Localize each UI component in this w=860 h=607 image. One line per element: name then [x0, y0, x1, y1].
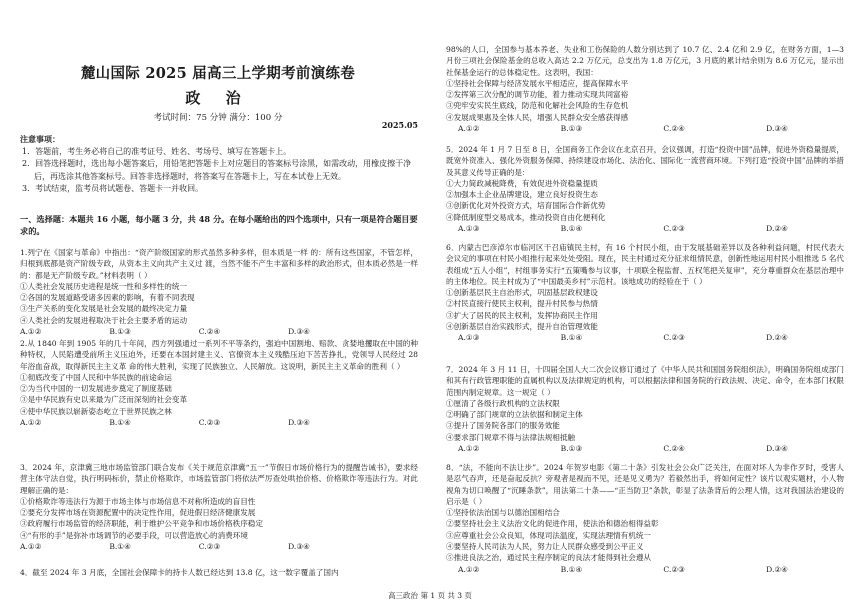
answer-choices: [446, 332, 788, 343]
answer-choice: C.②③: [663, 224, 685, 234]
question-stem: 5．2024 年 1 月 7 日至 8 日，全国商务工作会议在北京召开，会议强调，打造“投资中国”品牌，促进外资稳量提质，既宽外资准入、强化外资服务保障、持续建设市场化、法治化、国际化一流营商环境。下列打造“投资中国”品牌的举措及其意义传导正确的是：: [446, 145, 844, 177]
answer-choice: D.②④: [766, 333, 788, 343]
exam-subject: 政 治: [185, 89, 251, 107]
question-option: ②发挥第三次分配的调节功能，着力推动实现共同富裕: [446, 90, 629, 100]
answer-choice: A.①③: [458, 333, 480, 343]
question-stem: 3．2024 年，京津冀三地市场监管部门联合发布《关于规范京津冀“五一”节假日市场价格行为的提醒告诫书》，要求经营主体守法自觉，执行明码标价，禁止价格欺诈，市场监管部门将依法严厉查处哄抬价格、价格欺诈等违法行为。对此理解正确的是：: [20, 463, 418, 495]
answer-choice: D.②④: [766, 564, 788, 574]
question-option: ⑤推进良法之治，通过民主程序制定的良法才能得到社会遵从: [446, 553, 652, 563]
answer-choice: C.②④: [663, 124, 685, 134]
answer-choice: B.①③: [560, 124, 583, 134]
question-option: ②要充分发挥市场在资源配置中的决定性作用，促进假日经济健康发展: [20, 508, 256, 518]
answer-choices: [446, 443, 788, 454]
answer-choice: A.①②: [20, 418, 42, 428]
question-option: ④降低制度型交易成本，推动投资自由化便利化: [446, 212, 606, 222]
exam-date: 2025.05: [381, 120, 418, 130]
note-item: 3．考试结束，监考员将试题卷、答题卡一并收回。: [22, 184, 204, 193]
question-option: ②为当代中国的一切发展进步奠定了制度基础: [20, 384, 172, 394]
question-7: [446, 364, 844, 454]
question-5: [446, 144, 844, 234]
note-item: 2．回答选择题时，选出每小题答案后，用铅笔把答题卡上对应题目的答案标号涂黑，如需改动，用橡皮擦干净后，再选涂其他答案标号。回答非选择题时，将答案写在答题卡上，写在本试卷上无效。: [22, 159, 412, 181]
answer-choice: A.①②: [20, 542, 42, 552]
answer-choice: B.①④: [560, 224, 583, 234]
question-2: [20, 338, 418, 428]
question-stem: 8．“法，不能向不法让步”。2024 年贺岁电影《第二十条》引发社会公众广泛关注，在面对坏人为非作歹时，受害人是忍气吞声，还是奋起反抗？旁观者是视而不见，还是见义勇为？若毅然出手，将如何定性？该片以观实题材，小人物视角为切口唤醒了“沉睡条款”，用法第二十条——“正当防卫”条款，彰显了法条背后的公理人情，这对我国法治建设的启示是（ ）: [446, 463, 844, 506]
question-stem: 1.列宁在《国家与革命》中指出：“资产阶级国家的形式虽然多种多样，但本质是一样 的：所有这些国家，不管怎样，归根到底都是资产阶级专政，从资本主义向共产主义过 渡，当然不能不产生丰富和多样的政治形式，但本质必然是一样的：都是无产阶级专政。”材料表明（ ）: [20, 248, 418, 280]
question-option: ④发展成果惠及全体人民，增强人民群众安全感获得感: [446, 112, 629, 122]
answer-choices: [446, 564, 788, 575]
question-option: ④“有形的手”是弥补市场调节的必要手段，可以营造放心的消费环境: [20, 530, 248, 540]
note-item: 1．答题前，考生务必将自己的准考证号、姓名、考场号、填写在答题卡上。: [22, 146, 292, 156]
answer-choice: B.①③: [109, 327, 131, 337]
page-footer: 高三政治 第 1 页 共 3 页: [388, 591, 472, 600]
section-heading: 一、选择题：本题共 16 小题，每小题 3 分，共 48 分。在每小题给出的四个选项中，只有一项是符合题目要求的。: [20, 214, 418, 236]
answer-choice: D.③④: [288, 327, 310, 337]
exam-title: 麓山国际 2025 届高三上学期考前演练卷: [80, 65, 356, 82]
question-stem: 7．2024 年 3 月 11 日，十四届全国人大二次会议修订通过了《中华人民共和国国务院组织法》，明确国务院组成部门和其有行政管理职能的直属机构以及法律规定的机构，可以根据法律和国务院的行政法规、决定、命令，在本部门权限范围内制定规章。这一规定（ ）: [446, 365, 844, 397]
question-option: ③应尊重社会公众良知，体现司法温度，实现法理情有机统一: [446, 530, 652, 540]
answer-choices: [20, 417, 310, 428]
answer-choice: B.①④: [109, 418, 131, 428]
question-8: [446, 462, 844, 575]
question-option: ①彻底改变了中国人民和中华民族的前途命运: [20, 372, 172, 382]
answer-choices: [20, 541, 310, 552]
question-option: ③政府履行市场监管的经济职能，利于维护公平竞争和市场价格秩序稳定: [20, 519, 263, 529]
notes-section: [20, 133, 418, 196]
question-stem: 4．截至 2024 年 3 月底，全国社会保障卡的持卡人数已经达到 13.8 亿，这一数字覆盖了国内: [20, 568, 339, 577]
question-option: ②要坚持社会主义法治文化的促进作用，使法治和德治相得益彰: [446, 519, 659, 529]
answer-choice: C.②④: [663, 444, 685, 454]
answer-choice: B.①④: [560, 333, 583, 343]
answer-choice: D.③④: [288, 418, 310, 428]
question-option: ①厘清了各级行政机构的立法权限: [446, 398, 560, 408]
answer-choices: [20, 326, 310, 337]
answer-choice: A.①②: [458, 124, 480, 134]
answer-choices: [446, 123, 788, 134]
answer-choice: D.③④: [288, 542, 310, 552]
question-4-continued: [446, 44, 844, 134]
answer-choice: B.①④: [109, 542, 131, 552]
question-option: ①大力简政减税降费，有效促进外资稳量提质: [446, 178, 598, 188]
question-option: ①价格欺诈等违法行为源于市场主体与市场信息不对称所造成的盲目性: [20, 496, 256, 506]
question-option: ④创新基层自治实践形式，提升自治管理效能: [446, 322, 598, 332]
question-option: ②村民直接行使民主权利，提升村民参与热情: [446, 299, 598, 309]
question-option: ④人类社会的发展进程取决于社会主要矛盾的运动: [20, 315, 188, 325]
answer-choice: C.②③: [198, 418, 221, 428]
question-3: [20, 462, 418, 552]
question-option: ③兜牢安实民生底线，防范和化解社会风险的生存危机: [446, 101, 629, 111]
question-1: [20, 247, 418, 337]
question-option: ④要求部门规章不得与法律法规相抵触: [446, 432, 576, 442]
answer-choice: C.②③: [663, 564, 685, 574]
answer-choice: C.②④: [198, 327, 221, 337]
answer-choice: D.③④: [766, 124, 788, 134]
question-option: ③创新优化对外投资方式，培育国际合作新优势: [446, 201, 606, 211]
question-option: ④使中华民族以崭新姿态屹立于世界民族之林: [20, 406, 172, 416]
answer-choice: A.①②: [458, 444, 480, 454]
notes-heading: 注意事项：: [20, 134, 60, 144]
answer-choice: B.①④: [560, 564, 583, 574]
answer-choice: A.①②: [20, 327, 42, 337]
question-option: ①坚持社会保障与经济发展水平相适应，提高保障水平: [446, 78, 629, 88]
question-stem: 98%的人口，全国参与基本养老、失业和工伤保险的人数分别达到了 10.7 亿、2.4 亿和 2.9 亿，在财务方面，1—3 月份三项社会保险基金的总收入高达 2.2 万亿元，总支出为 1.8 万亿元，3 月底的累计结余则为 8.6 万亿元，显示出社保基金运行的总体稳定性。这表明，我国：: [446, 45, 844, 77]
question-6: [446, 242, 844, 344]
answer-choice: A.①③: [458, 224, 480, 234]
answer-choice: C.②③: [198, 542, 221, 552]
question-option: ③提升了国务院各部门的服务效能: [446, 421, 560, 431]
question-option: ③是中华民族有史以来最为广泛而深刻的社会变革: [20, 395, 188, 405]
exam-meta: 考试时间：75 分钟 满分：100 分: [153, 113, 283, 123]
question-option: ④要坚持人民司法为人民，努力让人民群众感受到公平正义: [446, 542, 644, 552]
question-option: ①人类社会发展历史进程是统一性和多样性的统一: [20, 281, 188, 291]
question-stem: 6．内蒙古巴彦淖尔市临河区干召庙镇民主村，有 16 个村民小组，由于发展基础差异以及各种利益问题，村民代表大会议定的事项在村民小组推行起来处处受阻。现在，民主村通过充分征求组情民意，创新性地运用村民小组推选 5 名代表组成“五人小组”，村组事务实行“五策嘴参与议事，十项联全程监督、五权笔把关复审”，充分尊重群众在基层治理中的主体地位。民主村成为了“中国最美乡村”示范村。该地成功的经验在于（ ）: [446, 243, 844, 286]
answer-choice: D.③④: [766, 444, 788, 454]
answer-choices: [446, 223, 788, 234]
question-option: ③扩大了居民的民主权利，发挥协商民主作用: [446, 310, 598, 320]
question-option: ①坚持依法治国与以德治国相结合: [446, 508, 560, 518]
question-option: ③生产关系的变化发展是社会发展的最终决定力量: [20, 304, 188, 314]
question-option: ②加强本土企业品牌建设，建立良好投资生态: [446, 190, 598, 200]
answer-choice: B.①③: [560, 444, 583, 454]
question-option: ②明确了部门规章的立法依据和制定主体: [446, 410, 583, 420]
question-4-start: [20, 567, 418, 578]
question-stem: 2.从 1840 年到 1905 年的几十年间，西方列强通过一系列不平等条约，强迫中国割地、赔款、贪婪地攫取在中国的种种特权，人民陷遭受前所主义压迫外，还要在本国封建主义、官僚资本主义残酷压迫下苦苦挣扎，党领导人民经过 28 年浴血奋战，取得新民主主义革 命的伟大胜利，实现了民族独立、人民解放。这说明，新民主主义革命的胜利（ ）: [20, 339, 418, 371]
question-option: ①创新基层民主自治形式，巩固基层政权建设: [446, 288, 598, 298]
answer-choice: C.②③: [663, 333, 685, 343]
question-option: ②各国的发展道路受诸多因素的影响，有着不同表现: [20, 293, 195, 303]
answer-choice: D.②④: [766, 224, 788, 234]
answer-choice: A.①②: [458, 564, 480, 574]
